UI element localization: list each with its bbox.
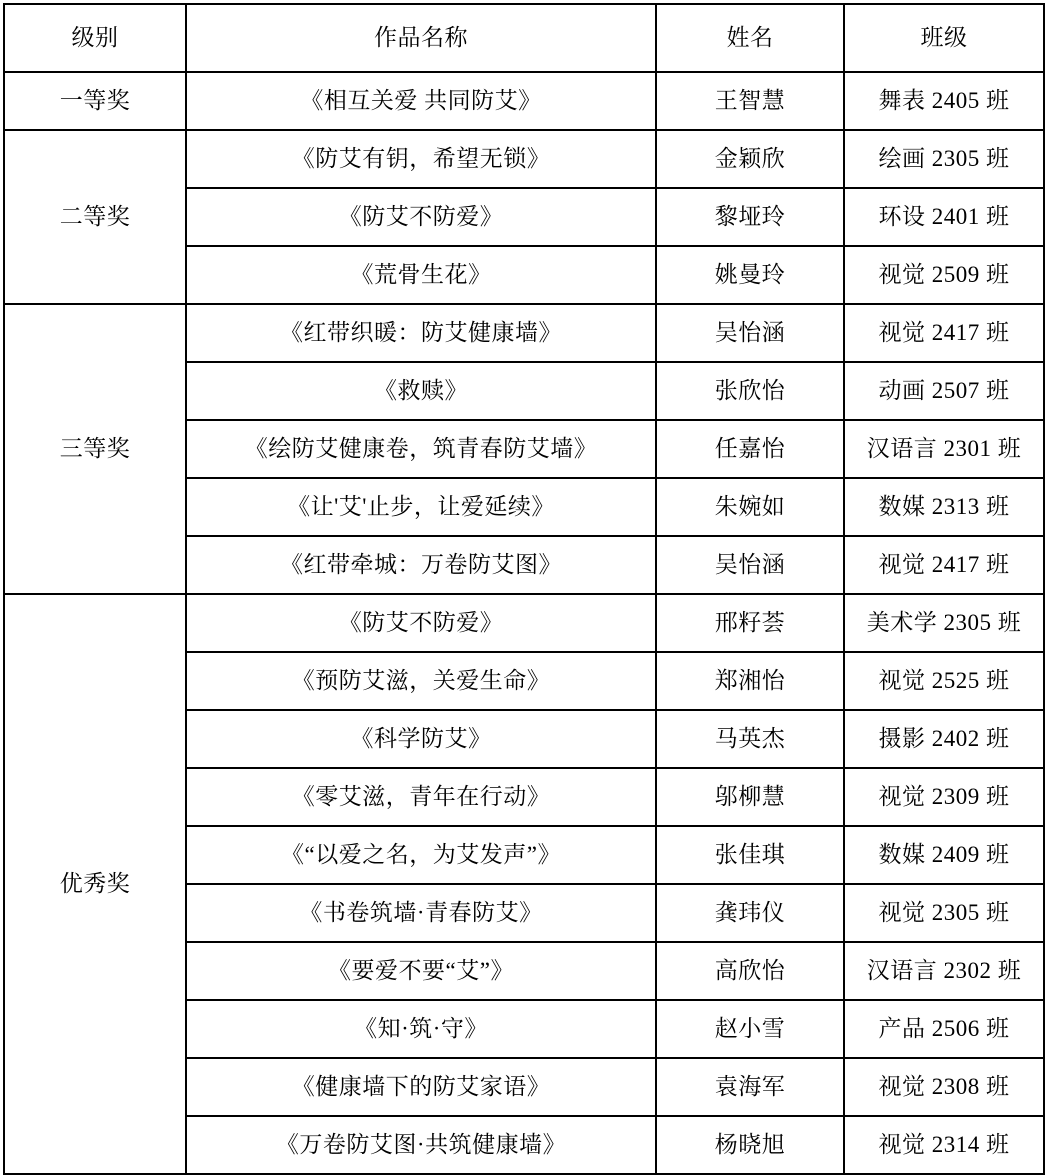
work-title: 《书卷筑墙·青春防艾》	[186, 884, 656, 942]
level-cell-first-prize: 一等奖	[4, 72, 186, 130]
work-title: 《要爱不要“艾”》	[186, 942, 656, 1000]
author-name: 张欣怡	[656, 362, 844, 420]
class-name: 舞表 2405 班	[844, 72, 1044, 130]
table-body	[4, 72, 1044, 1174]
author-name: 邬柳慧	[656, 768, 844, 826]
class-name: 视觉 2305 班	[844, 884, 1044, 942]
work-title: 《绘防艾健康卷，筑青春防艾墙》	[186, 420, 656, 478]
class-name: 绘画 2305 班	[844, 130, 1044, 188]
column-header-class: 班级	[844, 4, 1044, 72]
author-name: 姚曼玲	[656, 246, 844, 304]
class-name: 数媒 2313 班	[844, 478, 1044, 536]
table-row	[4, 72, 1044, 130]
level-cell-third-prize: 三等奖	[4, 304, 186, 594]
class-name: 视觉 2509 班	[844, 246, 1044, 304]
class-name: 美术学 2305 班	[844, 594, 1044, 652]
work-title: 《让'艾'止步，让爱延续》	[186, 478, 656, 536]
table-row	[4, 304, 1044, 362]
author-name: 郑湘怡	[656, 652, 844, 710]
work-title: 《救赎》	[186, 362, 656, 420]
author-name: 吴怡涵	[656, 304, 844, 362]
table-row	[4, 130, 1044, 188]
column-header-name: 姓名	[656, 4, 844, 72]
author-name: 龚玮仪	[656, 884, 844, 942]
work-title: 《万卷防艾图·共筑健康墙》	[186, 1116, 656, 1174]
author-name: 马英杰	[656, 710, 844, 768]
work-title: 《防艾有钥，希望无锁》	[186, 130, 656, 188]
work-title: 《科学防艾》	[186, 710, 656, 768]
work-title: 《知·筑·守》	[186, 1000, 656, 1058]
level-cell-second-prize: 二等奖	[4, 130, 186, 304]
class-name: 数媒 2409 班	[844, 826, 1044, 884]
work-title: 《预防艾滋，关爱生命》	[186, 652, 656, 710]
work-title: 《防艾不防爱》	[186, 594, 656, 652]
author-name: 吴怡涵	[656, 536, 844, 594]
class-name: 摄影 2402 班	[844, 710, 1044, 768]
class-name: 汉语言 2301 班	[844, 420, 1044, 478]
class-name: 环设 2401 班	[844, 188, 1044, 246]
class-name: 汉语言 2302 班	[844, 942, 1044, 1000]
class-name: 视觉 2417 班	[844, 536, 1044, 594]
work-title: 《相互关爱 共同防艾》	[186, 72, 656, 130]
author-name: 高欣怡	[656, 942, 844, 1000]
class-name: 视觉 2417 班	[844, 304, 1044, 362]
author-name: 邢籽荟	[656, 594, 844, 652]
work-title: 《零艾滋，青年在行动》	[186, 768, 656, 826]
work-title: 《防艾不防爱》	[186, 188, 656, 246]
author-name: 任嘉怡	[656, 420, 844, 478]
table-header-row	[4, 4, 1044, 72]
author-name: 赵小雪	[656, 1000, 844, 1058]
work-title: 《红带牵城：万卷防艾图》	[186, 536, 656, 594]
class-name: 视觉 2308 班	[844, 1058, 1044, 1116]
table-row	[4, 594, 1044, 652]
column-header-title: 作品名称	[186, 4, 656, 72]
author-name: 张佳琪	[656, 826, 844, 884]
work-title: 《“以爱之名，为艾发声”》	[186, 826, 656, 884]
author-name: 黎垭玲	[656, 188, 844, 246]
level-cell-excellence-prize: 优秀奖	[4, 594, 186, 1174]
class-name: 动画 2507 班	[844, 362, 1044, 420]
author-name: 王智慧	[656, 72, 844, 130]
award-results-table	[3, 3, 1045, 1175]
class-name: 产品 2506 班	[844, 1000, 1044, 1058]
author-name: 金颖欣	[656, 130, 844, 188]
table-header	[4, 4, 1044, 72]
work-title: 《红带织暖：防艾健康墙》	[186, 304, 656, 362]
author-name: 杨晓旭	[656, 1116, 844, 1174]
class-name: 视觉 2309 班	[844, 768, 1044, 826]
author-name: 朱婉如	[656, 478, 844, 536]
column-header-level: 级别	[4, 4, 186, 72]
class-name: 视觉 2525 班	[844, 652, 1044, 710]
work-title: 《健康墙下的防艾家语》	[186, 1058, 656, 1116]
work-title: 《荒骨生花》	[186, 246, 656, 304]
class-name: 视觉 2314 班	[844, 1116, 1044, 1174]
author-name: 袁海军	[656, 1058, 844, 1116]
